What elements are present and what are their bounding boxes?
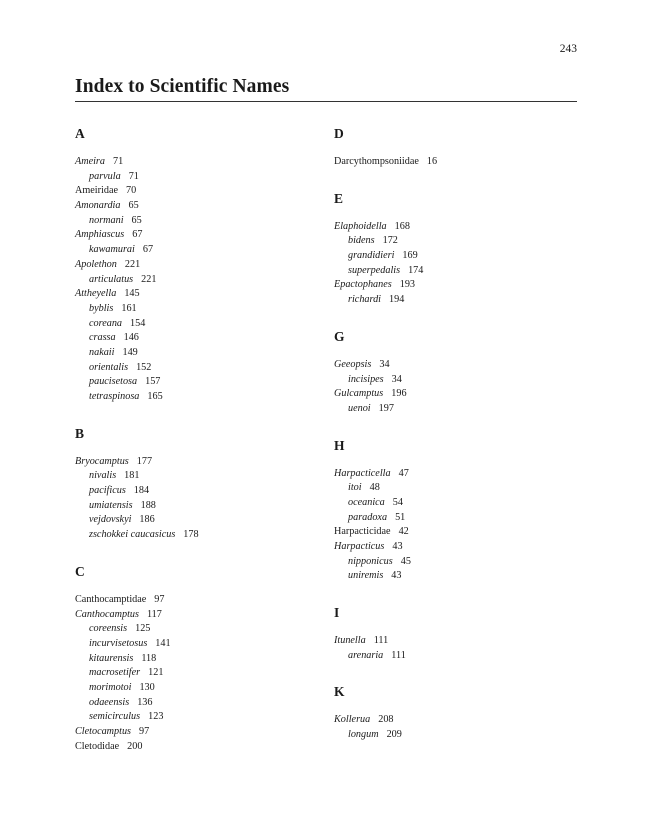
index-subentry (334, 555, 574, 570)
entry-page-number: 154 (130, 317, 146, 329)
index-subentry (334, 249, 574, 264)
index-entry (75, 608, 315, 623)
index-subentry (75, 375, 315, 390)
index-entry (334, 220, 574, 235)
entry-page-number: 97 (139, 726, 150, 737)
index-subentry (334, 481, 574, 496)
index-subentry (75, 170, 315, 185)
entry-page-number: 71 (113, 156, 124, 167)
index-subentry (75, 469, 315, 484)
index-entry (334, 155, 574, 170)
entry-page-number: 209 (386, 729, 402, 741)
entry-name: uniremis (348, 570, 384, 582)
index-entry (75, 258, 315, 273)
entry-page-number: 111 (373, 635, 389, 647)
entry-page-number: 174 (408, 264, 424, 276)
entry-page-number: 172 (382, 235, 398, 247)
index-subentry (75, 346, 315, 361)
entry-page-number: 188 (140, 499, 156, 511)
entry-page-number: 186 (139, 514, 155, 526)
entry-name: orientalis (89, 361, 129, 373)
entry-name: crassa (89, 332, 116, 344)
entry-page-number: 121 (148, 667, 164, 679)
index-subentry (75, 528, 315, 543)
index-section-k (334, 684, 574, 742)
index-entry (75, 184, 315, 199)
index-entry (75, 228, 315, 243)
entry-page-number: 111 (391, 649, 406, 661)
index-subentry (75, 622, 315, 637)
index-subentry (75, 302, 315, 317)
index-entry (334, 525, 574, 540)
entry-name: zschokkei caucasicus (89, 529, 176, 541)
entry-name: kitaurensis (89, 652, 134, 664)
entry-name: tetraspinosa (89, 391, 140, 402)
section-letter: A (75, 126, 85, 141)
entry-name: Apolethon (75, 258, 117, 270)
entry-page-number: 168 (394, 220, 410, 232)
index-subentry (75, 513, 315, 528)
section-letter: I (334, 605, 340, 621)
index-subentry (334, 511, 574, 526)
entry-page-number: 197 (378, 402, 394, 414)
entry-page-number: 152 (136, 361, 152, 373)
entry-page-number: 16 (426, 156, 438, 167)
entry-name: Canthocamptidae (75, 593, 147, 605)
entry-page-number: 149 (122, 346, 138, 358)
entry-page-number: 45 (400, 555, 411, 567)
entry-page-number: 54 (392, 496, 403, 508)
index-entry (75, 725, 315, 740)
entry-page-number: 65 (131, 214, 142, 226)
entry-name: parvula (89, 170, 121, 182)
entry-page-number: 34 (379, 358, 390, 370)
index-section-b (75, 426, 315, 543)
entry-name: paradoxa (348, 511, 388, 523)
entry-name: nivalis (89, 470, 117, 482)
entry-name: umiatensis (89, 499, 133, 511)
entry-name: grandidieri (348, 250, 395, 262)
entry-page-number: 181 (124, 470, 140, 482)
section-letter: C (75, 563, 85, 579)
section-letter: G (334, 328, 345, 344)
index-entry (334, 634, 574, 649)
index-subentry (334, 234, 574, 249)
entry-page-number: 67 (132, 229, 143, 241)
entry-page-number: 123 (148, 711, 164, 723)
index-subentry (75, 637, 315, 652)
index-entry (334, 278, 574, 293)
index-subentry (75, 710, 315, 725)
section-letter: B (75, 425, 85, 441)
entry-name: Kollerua (334, 714, 371, 726)
index-entry (334, 387, 574, 402)
entry-name: paucisetosa (89, 376, 138, 388)
entry-page-number: 157 (145, 376, 161, 388)
entry-name: Harpacticus (334, 541, 385, 552)
title-rule (75, 101, 577, 102)
index-entry (75, 593, 315, 608)
index-section-g (334, 329, 574, 417)
index-column-left (75, 126, 315, 775)
entry-page-number: 165 (147, 391, 163, 402)
index-section-h (334, 438, 574, 585)
entry-page-number: 193 (399, 279, 415, 291)
entry-page-number: 125 (135, 623, 151, 635)
entry-name: arenaria (348, 649, 384, 661)
entry-page-number: 161 (121, 302, 137, 314)
entry-page-number: 221 (141, 273, 157, 285)
entry-name: kawamurai (89, 244, 135, 256)
entry-page-number: 97 (154, 593, 165, 605)
index-subentry (75, 681, 315, 696)
entry-name: Attheyella (75, 288, 117, 300)
entry-page-number: 43 (391, 570, 402, 582)
entry-page-number: 136 (137, 696, 153, 708)
entry-page-number: 42 (398, 526, 409, 538)
entry-name: byblis (89, 302, 114, 314)
index-column-right (334, 126, 574, 764)
entry-page-number: 221 (124, 258, 141, 270)
entry-page-number: 47 (398, 467, 409, 479)
entry-name: superpedalis (348, 264, 401, 276)
section-letter: K (334, 684, 345, 700)
entry-page-number: 71 (128, 170, 139, 182)
entry-name: oceanica (348, 496, 385, 508)
entry-page-number: 208 (378, 714, 394, 726)
index-entry (334, 358, 574, 373)
entry-page-number: 117 (146, 608, 162, 620)
entry-page-number: 65 (128, 200, 139, 212)
index-subentry (75, 499, 315, 514)
index-section-d (334, 126, 574, 170)
entry-name: odaeensis (89, 696, 130, 708)
entry-name: semicirculus (89, 711, 141, 723)
entry-page-number: 169 (402, 250, 418, 262)
entry-page-number: 184 (133, 485, 150, 497)
entry-page-number: 51 (395, 511, 406, 523)
index-subentry (334, 649, 574, 664)
entry-name: Cletodidae (75, 740, 120, 752)
entry-name: Geeopsis (334, 358, 372, 370)
entry-name: coreensis (89, 623, 128, 635)
entry-name: Ameiridae (75, 185, 118, 197)
section-letter: D (334, 126, 344, 141)
entry-page-number: 196 (391, 388, 407, 400)
entry-name: Harpacticella (334, 467, 391, 479)
index-entry (75, 155, 315, 170)
entry-name: Gulcamptus (334, 388, 384, 400)
index-entry (334, 467, 574, 482)
index-subentry (334, 373, 574, 388)
index-subentry (75, 696, 315, 711)
entry-name: macrosetifer (89, 667, 141, 679)
entry-page-number: 194 (389, 294, 405, 306)
index-subentry (75, 331, 315, 346)
entry-name: richardi (348, 294, 382, 306)
entry-page-number: 145 (124, 288, 140, 300)
entry-name: normani (89, 214, 124, 226)
index-subentry (75, 273, 315, 288)
page-title: Index to Scientific Names (75, 76, 290, 97)
entry-page-number: 70 (126, 185, 137, 197)
index-subentry (75, 214, 315, 229)
entry-name: itoi (348, 482, 362, 494)
entry-name: nipponicus (348, 555, 393, 567)
entry-name: coreana (89, 317, 123, 329)
entry-page-number: 34 (391, 373, 402, 385)
index-entry (334, 713, 574, 728)
entry-page-number: 146 (123, 332, 139, 344)
entry-name: Canthocamptus (75, 608, 139, 620)
index-section-c (75, 564, 315, 755)
entry-name: Amonardia (75, 200, 121, 212)
entry-page-number: 141 (155, 637, 171, 649)
page-number: 243 (559, 43, 577, 55)
entry-name: uenoi (348, 402, 371, 414)
entry-name: nakaii (89, 346, 115, 358)
entry-name: Elaphoidella (334, 220, 387, 232)
index-section-a (75, 126, 315, 405)
index-entry (75, 199, 315, 214)
entry-page-number: 130 (139, 681, 155, 693)
index-subentry (75, 390, 315, 405)
index-subentry (334, 264, 574, 279)
index-subentry (334, 496, 574, 511)
entry-page-number: 118 (141, 652, 157, 664)
entry-name: Itunella (334, 635, 366, 647)
index-subentry (75, 243, 315, 258)
index-subentry (75, 317, 315, 332)
entry-name: articulatus (89, 273, 134, 285)
section-letter: H (334, 437, 345, 453)
entry-name: incisipes (348, 373, 384, 385)
entry-name: longum (348, 729, 379, 741)
index-entry (75, 287, 315, 302)
entry-name: Amphiascus (75, 229, 125, 241)
index-subentry (334, 402, 574, 417)
index-subentry (334, 293, 574, 308)
entry-name: morimotoi (89, 681, 132, 693)
entry-name: Darcythompsoniidae (334, 156, 419, 167)
index-section-e (334, 191, 574, 308)
index-subentry (75, 666, 315, 681)
entry-page-number: 177 (136, 455, 153, 467)
index-entry (75, 455, 315, 470)
entry-name: vejdovskyi (89, 514, 132, 526)
entry-page-number: 200 (127, 740, 143, 752)
entry-name: bidens (348, 235, 375, 247)
entry-page-number: 178 (183, 529, 199, 541)
entry-name: Cletocamptus (75, 726, 132, 737)
index-subentry (334, 728, 574, 743)
index-subentry (75, 484, 315, 499)
index-subentry (334, 569, 574, 584)
index-section-i (334, 605, 574, 663)
entry-name: Bryocamptus (75, 455, 129, 467)
index-entry (334, 540, 574, 555)
entry-page-number: 67 (142, 244, 154, 256)
entry-page-number: 48 (369, 482, 380, 494)
entry-page-number: 43 (392, 541, 403, 552)
section-letter: E (334, 190, 344, 206)
index-subentry (75, 361, 315, 376)
entry-name: incurvisetosus (89, 637, 148, 649)
index-entry (75, 740, 315, 755)
index-subentry (75, 652, 315, 667)
entry-name: Epactophanes (334, 279, 392, 291)
entry-name: pacificus (89, 485, 126, 497)
entry-name: Ameira (75, 156, 105, 167)
entry-name: Harpacticidae (334, 526, 391, 538)
